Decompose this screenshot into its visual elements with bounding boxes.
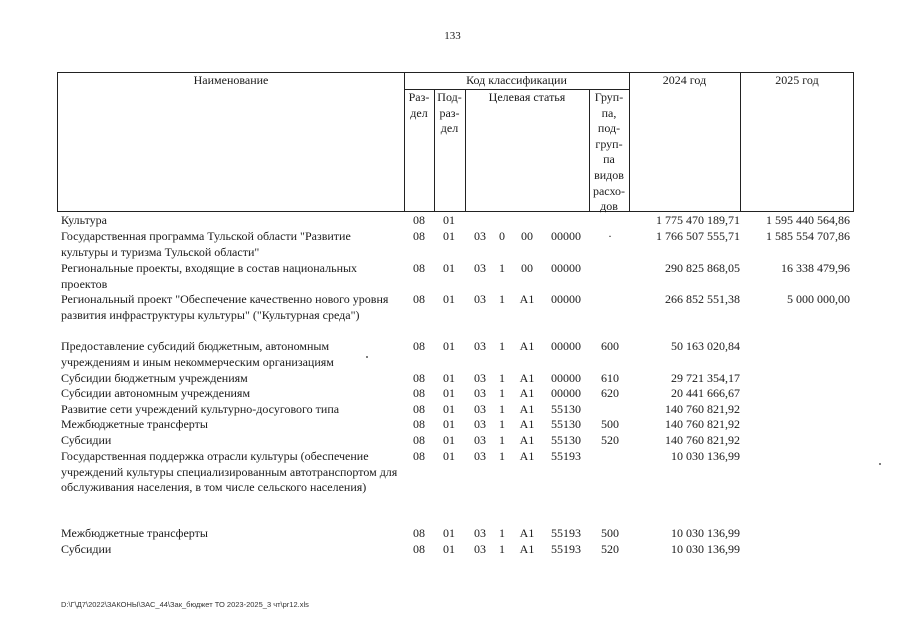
row-type: 1 [499,449,505,463]
row-main: 00 [521,261,533,275]
row-type: 1 [499,526,505,540]
row-direction: 55130 [551,417,581,431]
row-amount-2024: 1 766 507 555,71 [656,229,740,243]
row-group: 500 [601,526,619,540]
page-number: 133 [444,30,461,42]
row-program: 03 [474,542,486,556]
row-name: Развитие сети учреждений культурно-досугового типа [61,402,340,416]
row-group: · [608,229,612,243]
row-amount-2024: 1 775 470 189,71 [656,213,740,227]
row-direction: 55193 [551,526,581,540]
row-amount-2024: 10 030 136,99 [671,449,740,463]
row-amount-2024: 10 030 136,99 [671,542,740,556]
row-name: Субсидии [61,433,112,447]
header-name: Наименование [193,73,269,87]
row-amount-2025: 5 000 000,00 [787,292,850,306]
row-name: Предоставление субсидий бюджетным, автономным учреждениям и иным некоммерческим организациям [61,339,334,369]
scan-speck [366,356,368,358]
row-razdel: 08 [413,292,425,306]
row-podrazdel: 01 [443,402,455,416]
row-direction: 55193 [551,542,581,556]
row-name: Межбюджетные трансферты [61,417,208,431]
row-main: А1 [519,292,535,306]
row-amount-2024: 29 721 354,17 [671,371,740,385]
row-program: 03 [474,526,486,540]
row-name: Субсидии бюджетным учреждениям [61,371,248,385]
row-podrazdel: 01 [443,526,455,540]
row-amount-2025: 16 338 479,96 [781,261,850,275]
row-amount-2024: 50 163 020,84 [671,339,740,353]
row-podrazdel: 01 [443,371,455,385]
row-direction: 00000 [551,261,581,275]
header-divider [740,73,741,211]
row-amount-2024: 140 760 821,92 [665,402,740,416]
row-name: Региональные проекты, входящие в состав национальных проектов [61,261,358,291]
row-razdel: 08 [413,386,425,400]
row-razdel: 08 [413,526,425,540]
row-main: А1 [519,449,535,463]
header-divider [629,73,630,211]
row-type: 1 [499,261,505,275]
row-program: 03 [474,433,486,447]
row-group: 600 [601,339,619,353]
row-direction: 00000 [551,371,581,385]
row-program: 03 [474,449,486,463]
row-type: 1 [499,339,505,353]
row-razdel: 08 [413,542,425,556]
row-main: А1 [519,386,535,400]
header-razdel: Раз- дел [408,90,430,120]
row-amount-2024: 20 441 666,67 [671,386,740,400]
row-podrazdel: 01 [443,292,455,306]
row-razdel: 08 [413,371,425,385]
row-group: 520 [601,542,619,556]
row-program: 03 [474,371,486,385]
header-divider [465,89,466,211]
row-type: 0 [499,229,505,243]
row-amount-2024: 140 760 821,92 [665,433,740,447]
row-group: 620 [601,386,619,400]
row-direction: 55130 [551,402,581,416]
row-program: 03 [474,386,486,400]
row-podrazdel: 01 [443,261,455,275]
row-program: 03 [474,417,486,431]
header-group: Груп- па, под- груп- па видов расхо- дов [592,90,626,214]
header-podrazdel: Под- раз- дел [437,90,462,136]
row-name: Культура [61,213,107,227]
row-direction: 55193 [551,449,581,463]
row-name: Субсидии автономным учреждениям [61,386,251,400]
row-podrazdel: 01 [443,449,455,463]
row-name: Субсидии [61,542,112,556]
row-group: 500 [601,417,619,431]
row-program: 03 [474,402,486,416]
row-name: Государственная поддержка отрасли культуры (обеспечение учреждений культуры специализированным автотранспортом для обслуживания населения, в том числе сельского населения) [61,449,398,495]
row-type: 1 [499,402,505,416]
row-program: 03 [474,339,486,353]
header-code: Код классификации [466,73,567,87]
row-name: Межбюджетные трансферты [61,526,208,540]
row-type: 1 [499,386,505,400]
row-podrazdel: 01 [443,542,455,556]
row-podrazdel: 01 [443,229,455,243]
row-type: 1 [499,433,505,447]
row-main: А1 [519,371,535,385]
row-group: 610 [601,371,619,385]
row-razdel: 08 [413,229,425,243]
header-2024: 2024 год [662,73,707,87]
row-razdel: 08 [413,261,425,275]
row-main: А1 [519,526,535,540]
row-direction: 00000 [551,386,581,400]
header-2025: 2025 год [775,73,819,87]
row-type: 1 [499,542,505,556]
row-razdel: 08 [413,339,425,353]
row-direction: 00000 [551,339,581,353]
row-main: А1 [519,417,535,431]
row-amount-2025: 1 595 440 564,86 [766,213,850,227]
table-header [57,72,854,212]
header-target: Целевая статья [488,90,566,104]
row-type: 1 [499,371,505,385]
row-amount-2024: 266 852 551,38 [665,292,740,306]
row-podrazdel: 01 [443,339,455,353]
row-podrazdel: 01 [443,386,455,400]
row-amount-2024: 290 825 868,05 [665,261,740,275]
row-razdel: 08 [413,433,425,447]
row-name: Региональный проект "Обеспечение качественно нового уровня развития инфраструктуры культуры" ("Культурная среда") [61,292,389,322]
row-amount-2025: 1 585 554 707,86 [766,229,850,243]
row-razdel: 08 [413,213,425,227]
row-amount-2024: 10 030 136,99 [671,526,740,540]
row-program: 03 [474,229,486,243]
row-main: 00 [521,229,533,243]
row-group: 520 [601,433,619,447]
row-amount-2024: 140 760 821,92 [665,417,740,431]
row-podrazdel: 01 [443,417,455,431]
row-name: Государственная программа Тульской области "Развитие культуры и туризма Тульской области" [61,229,351,259]
scan-speck [879,463,881,465]
row-direction: 00000 [551,229,581,243]
row-razdel: 08 [413,449,425,463]
row-podrazdel: 01 [443,433,455,447]
row-razdel: 08 [413,417,425,431]
row-direction: 55130 [551,433,581,447]
row-type: 1 [499,417,505,431]
row-program: 03 [474,261,486,275]
row-razdel: 08 [413,402,425,416]
row-podrazdel: 01 [443,213,455,227]
row-main: А1 [519,339,535,353]
file-path-footer: D:\Г\Д7\2022\ЗАКОНЫ\ЗАС_44\Зак_бюджет ТО 2023-2025_3 чт\pr12.xls [61,600,309,609]
row-main: А1 [519,402,535,416]
row-program: 03 [474,292,486,306]
row-type: 1 [499,292,505,306]
row-main: А1 [519,433,535,447]
row-direction: 00000 [551,292,581,306]
row-main: А1 [519,542,535,556]
